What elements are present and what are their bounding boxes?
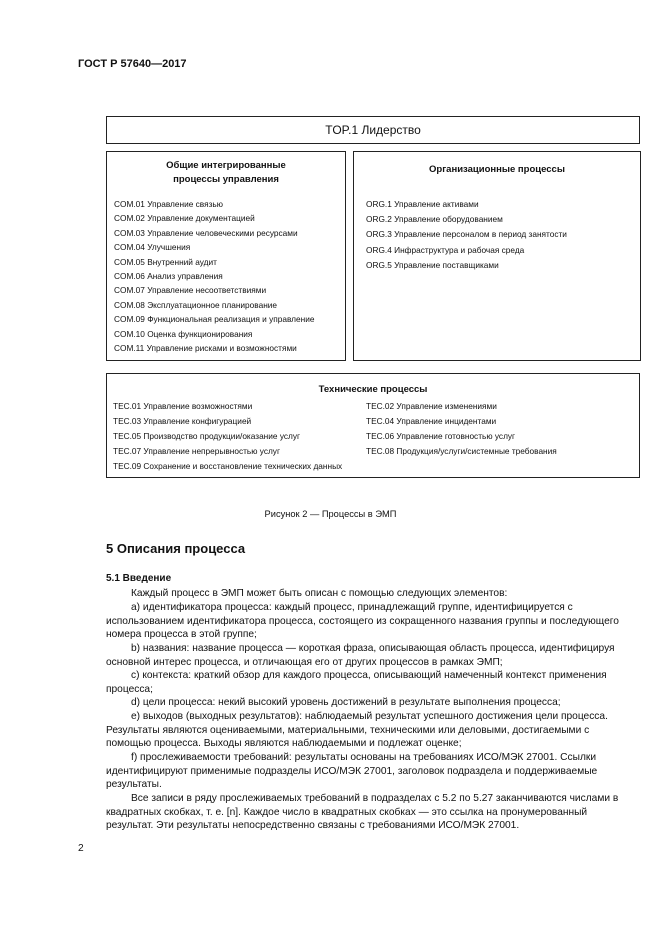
org-processes-list [366, 197, 567, 273]
tech-processes-left-column [113, 399, 342, 474]
paragraph: Все записи в ряду прослеживаемых требований в подразделах с 5.2 по 5.27 заканчиваются числами в квадратных скобках, т. е. [n]. Каждое число в квадратных скобках — это ссылка на пронумерованный результат. Эти результаты непосредственно связаны с требованиями ИСО/МЭК 27001. [106, 793, 619, 831]
list-item: TEC.07 Управление непрерывностью услуг [113, 446, 280, 456]
list-item: TEC.01 Управление возможностями [113, 401, 253, 411]
list-item: TEC.04 Управление инцидентами [366, 416, 497, 426]
list-item: COM.02 Управление документацией [114, 213, 255, 224]
list-item: TEC.05 Производство продукции/оказание услуг [113, 431, 301, 441]
list-item: COM.03 Управление человеческими ресурсами [114, 227, 298, 238]
paragraph: Каждый процесс в ЭМП может быть описан с помощью следующих элементов: [131, 588, 508, 599]
list-item: COM.11 Управление рисками и возможностями [114, 342, 297, 353]
common-processes-title [107, 159, 345, 187]
list-item: TEC.03 Управление конфигурацией [113, 416, 252, 426]
list-item: TEC.06 Управление готовностью услуг [366, 431, 516, 441]
tech-processes-right-column [366, 399, 557, 459]
list-item: COM.05 Внутренний аудит [114, 256, 217, 267]
list-item: COM.04 Улучшения [114, 242, 191, 253]
paragraph: c) контекста: краткий обзор для каждого процесса, описывающий намеченный контекст применения процесса; [106, 670, 607, 695]
paragraph: d) цели процесса: некий высокий уровень достижений в результате выполнения процесса; [131, 697, 561, 708]
subsection-heading: 5.1 Введение [106, 573, 172, 584]
tech-processes-box [106, 373, 640, 478]
page-number: 2 [78, 843, 84, 854]
list-item: COM.06 Анализ управления [114, 270, 223, 281]
list-item: ORG.5 Управление поставщиками [366, 259, 499, 270]
document-header: ГОСТ Р 57640—2017 [78, 58, 187, 70]
list-item: ORG.3 Управление персоналом в период занятости [366, 229, 567, 240]
paragraph: e) выходов (выходных результатов): наблюдаемый результат успешного достижения цели процесса. Результаты являются оцениваемыми, материальными, техническими или деловыми, достигаемыми с помощью процесса. Выходы являются наблюдаемыми и подлежат оценке; [106, 711, 608, 749]
common-processes-box [106, 151, 346, 361]
org-processes-title: Организационные процессы [429, 164, 565, 175]
list-item: COM.09 Функциональная реализация и управление [114, 314, 315, 325]
top-leadership-box: TOP.1 Лидерство [106, 116, 640, 144]
tech-processes-title: Технические процессы [318, 384, 428, 395]
list-item: TEC.09 Сохранение и восстановление технических данных [113, 461, 343, 471]
list-item: COM.07 Управление несоответствиями [114, 285, 267, 296]
list-item: ORG.2 Управление оборудованием [366, 214, 503, 225]
paragraph: а) идентификатора процесса: каждый процесс, принадлежащий группе, идентифицируется с использованием идентификатора процесса, состоящего из сокращенного названия группы и последующего номера процесса в этой группе; [106, 602, 619, 640]
paragraph: b) названия: название процесса — короткая фраза, описывающая область процесса, идентифицируя основной интерес процесса, и отличающая его от других процессов в рамках ЭМП; [106, 643, 615, 668]
common-title-line1: Общие интегрированные [166, 160, 286, 171]
figure-caption: Рисунок 2 — Процессы в ЭМП [264, 509, 397, 519]
paragraph: f) прослеживаемости требований: результаты основаны на требованиях ИСО/МЭК 27001. Ссылки идентифицируют применимые подразделы ИСО/МЭК 27001, заголовок подраздела и поддерживаемые результаты. [106, 752, 598, 790]
section-heading: 5 Описания процесса [106, 541, 246, 556]
list-item: COM.08 Эксплуатационное планирование [114, 299, 278, 310]
common-title-line2: процессы управления [173, 174, 279, 185]
common-processes-list [114, 197, 314, 355]
list-item: TEC.02 Управление изменениями [366, 401, 497, 411]
list-item: ORG.4 Инфраструктура и рабочая среда [366, 244, 525, 255]
org-processes-box [353, 151, 641, 361]
list-item: ORG.1 Управление активами [366, 199, 479, 209]
list-item: TEC.08 Продукция/услуги/системные требования [366, 446, 557, 456]
list-item: COM.01 Управление связью [114, 199, 223, 209]
list-item: COM.10 Оценка функционирования [114, 328, 253, 339]
